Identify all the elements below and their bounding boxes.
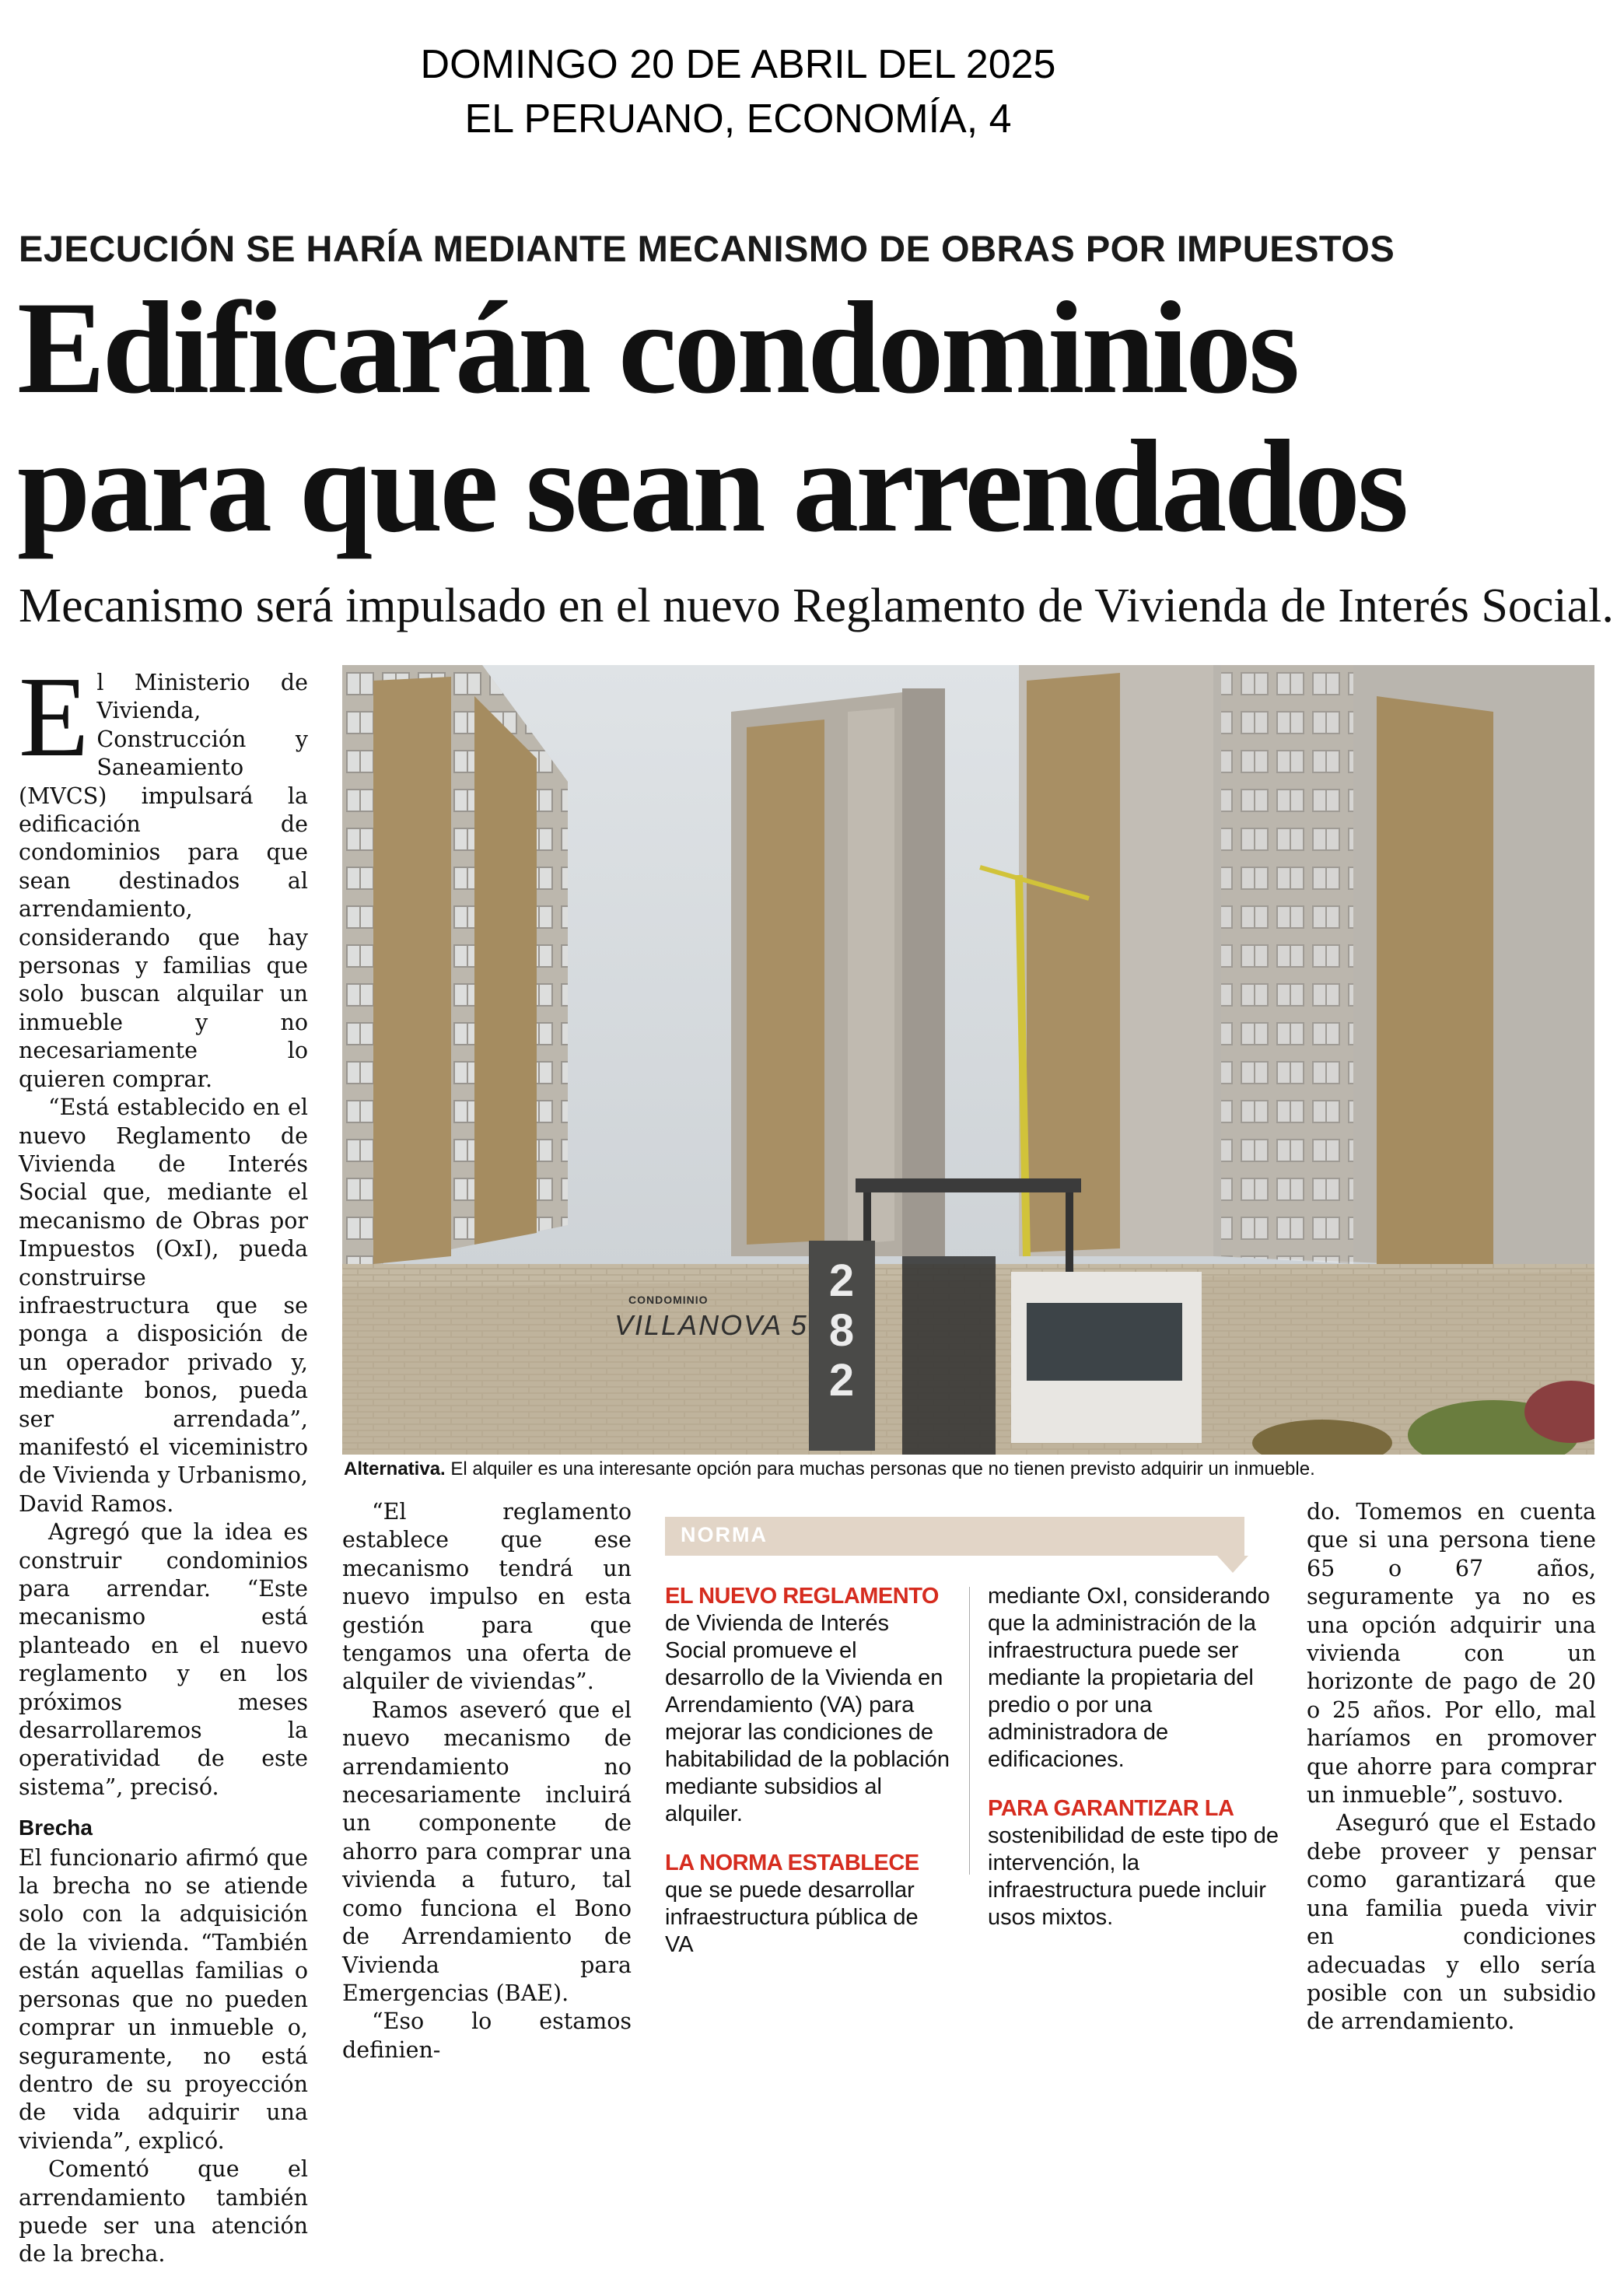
paragraph: Agregó que la idea es construir condominios para arrendar. “Este mecanismo está planteado en el nuevo reglamento y en los próximos meses desarrollaremos la operatividad de este sistema”, precisó.	[19, 1519, 308, 1800]
subheadline: Mecanismo será impulsado en el nuevo Reglamento de Vivienda de Interés Social.	[19, 580, 1614, 632]
paragraph: “Está establecido en el nuevo Reglamento de Vivienda de Interés Social que, mediante el mecanismo de Obras por Impuestos (OxI), pueda construirse infraestructura que se ponga a disposición de un operador privado y, mediante bonos, pueda ser arrendada”, manifestó el viceministro de Vivienda y Urbanismo, David Ramos.	[19, 1094, 308, 1517]
publication-source: EL PERUANO, ECONOMÍA, 4	[464, 96, 1012, 142]
headline	[17, 275, 1406, 559]
sidebar-column-2	[988, 1583, 1279, 1953]
article-column-1	[19, 653, 308, 2269]
paragraph: “El reglamento establece que ese mecanismo tendrá un nuevo impulso en esta gestión para que tengamos una oferta de alquiler de viviendas”.	[342, 1499, 632, 1695]
paragraph: “Eso lo estamos definien-	[342, 2008, 632, 2063]
sidebar-header	[665, 1517, 1244, 1556]
sidebar-divider	[969, 1587, 970, 1875]
sidebar-item: PARA GARANTIZAR LA sostenibilidad de este tipo de intervención, la infraestructura puede incluir usos mixtos.	[988, 1796, 1279, 1930]
publication-date: DOMINGO 20 DE ABRIL DEL 2025	[420, 42, 1056, 87]
section-heading: Brecha	[19, 1816, 93, 1840]
caption-lead: Alternativa.	[344, 1458, 446, 1479]
paragraph: El Ministerio de Vivienda, Construcción y Saneamiento (MVCS) impulsará la edificación de condominios para que sean destinados al arrendamiento, considerando que hay personas y familias que solo buscan alquilar un inmueble y no necesariamente lo quieren comprar.	[19, 653, 308, 1092]
sidebar-item: EL NUEVO REGLAMENTO de Vivienda de Interés Social promueve el desarrollo de la Vivienda en Arrendamiento (VA) para mejorar las condiciones de habitabilidad de la población mediante subsidios al alquiler.	[665, 1584, 950, 1826]
photo-caption	[344, 1458, 1315, 1480]
sidebar-column-1	[665, 1583, 953, 1980]
paragraph: Comentó que el arrendamiento también puede ser una atención de la brecha.	[19, 2156, 308, 2267]
drop-cap: E	[19, 653, 89, 781]
condominium-photo	[342, 665, 1594, 1455]
article-column-2	[342, 1498, 632, 2064]
sidebar-item-continued: mediante OxI, considerando que la administración de la infraestructura puede ser mediante la propietaria del predio o por una administradora de edificaciones.	[988, 1584, 1270, 1772]
sidebar-pointer	[1217, 1556, 1248, 1573]
building-number: 282	[828, 1255, 855, 1406]
sidebar-title: NORMA	[681, 1523, 768, 1546]
paragraph: do. Tomemos en cuenta que si una persona tiene 65 o 67 años, seguramente ya no es una opción adquirir una vivienda con un horizonte de pago de 20 o 25 años. Por ello, mal haríamos en promover que ahorre para comprar un inmueble”, sostuvo.	[1307, 1499, 1596, 1809]
article-column-5	[1307, 1498, 1596, 2036]
paragraph: Aseguró que el Estado debe proveer y pensar como garantizará que una familia pueda vivir en condiciones adecuadas y ello sería posible con un subsidio de arrendamiento.	[1307, 1810, 1596, 2035]
caption-text: El alquiler es una interesante opción para muchas personas que no tienen previsto adquirir un inmueble.	[445, 1458, 1315, 1479]
headline-line-2: para que sean arrendados	[17, 413, 1406, 559]
sidebar-item: LA NORMA ESTABLECE que se puede desarrollar infraestructura pública de VA	[665, 1851, 919, 1957]
sign-small: CONDOMINIO	[628, 1294, 709, 1306]
publication-header	[0, 37, 1550, 146]
article-photo	[342, 665, 1594, 1455]
paragraph: El funcionario afirmó que la brecha no se atiende solo con la adquisición de la vivienda. “También están aquellas familias o personas que no pueden comprar un inmueble o, seguramente, no está dentro de su proyección de vida adquirir una vivienda”, explicó.	[19, 1844, 308, 2154]
kicker: EJECUCIÓN SE HARÍA MEDIANTE MECANISMO DE OBRAS POR IMPUESTOS	[19, 228, 1395, 269]
headline-line-1: Edificarán condominios	[17, 275, 1297, 421]
sign-large: VILLANOVA 5	[614, 1309, 808, 1341]
paragraph: Ramos aseveró que el nuevo mecanismo de arrendamiento no necesariamente incluirá un componente de ahorro para comprar una vivienda a futuro, tal como funciona el Bono de Arrendamiento de Vivienda para Emergencias (BAE).	[342, 1696, 632, 2006]
